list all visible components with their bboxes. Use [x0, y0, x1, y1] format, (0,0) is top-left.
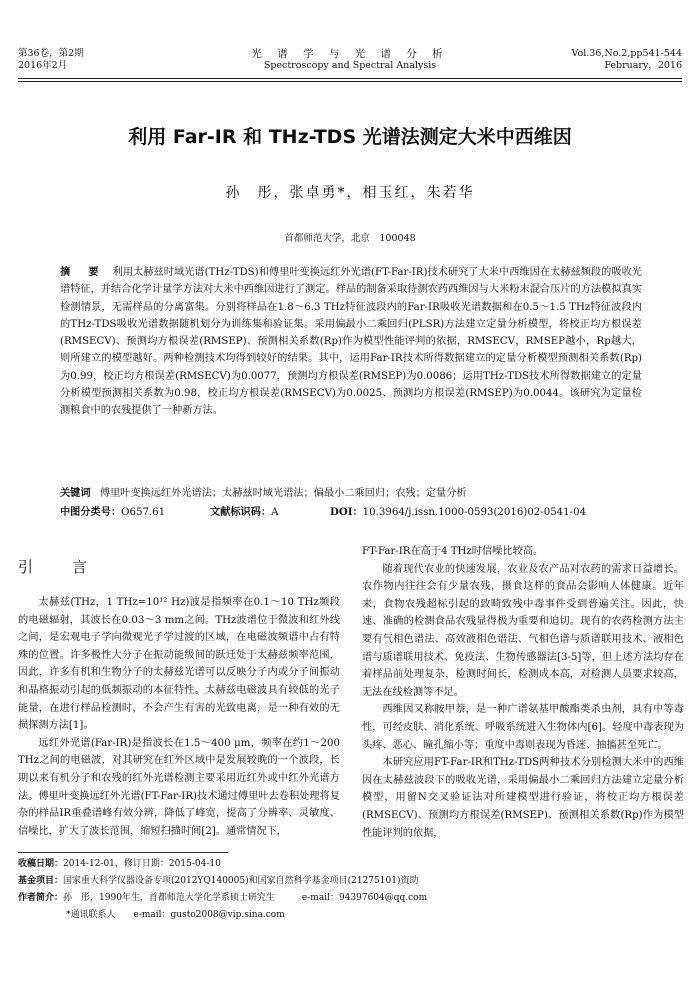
header-rule-thin	[18, 81, 682, 82]
body-right-column	[362, 543, 684, 842]
body-left-column	[18, 594, 340, 840]
header-rule	[18, 78, 682, 79]
abstract-text: 利用太赫兹时域光谱(THz-TDS)和傅里叶变换远红外光谱(FT-Far-IR)技术研究了大米中西维因在太赫兹频段的吸收光谱特征，并结合化学计量学方法对大米中西维因进行了测定。样品的制备采取待测农药西维因与大米粉末混合压片的方法模拟真实检测情景，无需样品的分离富集。分别将样品在1.8～6.3 THz特征波段内的Far-IR吸收光谱数据和在0.5～1.5 THz特征波段内的THz-TDS吸收光谱数据随机划分为训练集和验证集。采用偏最小二乘回归(PLSR)方法建立定量分析模型，将校正均方根误差(RMSECV)、预测均方根误差(RMSEP)、预测相关系数(Rp)作为模型性能评判的依据，RMSECV，RMSEP越小，Rp越大，则所建立的模型越好。两种检测技术均得到较好的结果。其中，运用Far-IR技术所得数据建立的定量分析模型预测相关系数(Rp)为0.99，校正均方根误差(RMSECV)为0.0077，预测均方根误差(RMSEP)为0.0086；运用THz-TDS技术所得数据建立的定量分析模型预测相关系数为0.98，校正均方根误差(RMSECV)为0.0025、预测均方根误差(RMSEP)为0.0044。该研究为定量检测粮食中的农残提供了一种新方法。	[60, 267, 642, 417]
header-journal	[220, 48, 480, 72]
abstract-label: 摘 要	[60, 266, 103, 278]
section-title-intro: 引 言	[18, 558, 100, 576]
doi-value: 10.3964/j.issn.1000-0593(2016)02-0541-04	[362, 507, 587, 518]
paper-title: 利用 Far-IR 和 THz-TDS 光谱法测定大米中西维因	[128, 126, 572, 148]
body-paragraph: 西维因又称胺甲萘，是一种广谱氨基甲酸酯类杀虫剂，具有中等毒性，可经皮肤、消化系统、呼吸系统进入生物体内[6]。轻度中毒表现为头疼、恶心、瞳孔缩小等；重度中毒则表现为昏迷、抽搐甚至死亡。	[362, 704, 684, 751]
journal-name-cn: 光 谱 学 与 光 谱 分 析	[251, 48, 449, 60]
abstract	[60, 264, 642, 420]
footnote-rule	[18, 852, 228, 853]
footnote-author-bio: 作者简介：孙 彤，1990年生，首都师范大学化学系硕士研究生 e-mail：94397604@qq.com	[18, 893, 428, 903]
body-paragraph: 本研究应用FT-Far-IR和THz-TDS两种技术分别检测大米中的西维因在太赫兹波段下的吸收光谱，采用偏最小二乘回归方法建立定量分析模型，用留N交叉验证法对所建模型进行验证，将校正均方根误差(RMSECV)、预测均方根误差(RMSEP)、预测相关系数(Rp)作为模型性能评判的依据，	[362, 757, 684, 839]
clc-label: 中图分类号：	[60, 506, 122, 518]
keywords-label: 关键词	[60, 487, 91, 499]
footnote-received: 收稿日期：2014-12-01，修订日期：2015-04-10	[18, 859, 221, 869]
classification-line	[60, 504, 660, 521]
footnote-fund: 基金项目：国家重大科学仪器设备专项(2012YQ140005)和国家自然科学基金项目(21275101)资助	[18, 876, 419, 886]
keywords	[60, 485, 642, 502]
journal-name-en: Spectroscopy and Spectral Analysis	[263, 60, 437, 71]
keywords-text: 傅里叶变换远红外光谱法；太赫兹时域光谱法；偏最小二乘回归；农残；定量分析	[99, 488, 467, 499]
body-paragraph: FT-Far-IR在高于4 THz时信噪比较高。	[362, 546, 544, 557]
date-en: February，2016	[604, 60, 682, 71]
paper-authors: 孙 彤，张卓勇*，相玉红，朱若华	[225, 185, 475, 201]
date-cn: 2016年2月	[18, 60, 68, 71]
doc-code-value: A	[271, 507, 279, 518]
volume-cn: 第36卷，第2期	[18, 48, 84, 59]
body-paragraph: 随着现代农业的快速发展，农业及农产品对农药的需求日益增长。农作物内往往会有少量农残，摄食这样的食品会影响人体健康。近年来，食物农残超标引起的致畸致残中毒事件受到普遍关注。因此，快速、准确的检测食品农残显得极为重要和迫切。现有的农药检测方法主要有气相色谱法、高效液相色谱法、气相色谱与质谱联用技术、液相色谱与质谱联用技术、免疫法、生物传感器法[3-5]等，但上述方法均存在着样品前处理复杂，检测时间长，检测成本高，对检测人员要求较高，无法在线检测等不足。	[362, 563, 684, 698]
header-volume	[18, 48, 84, 72]
body-paragraph: 远红外光谱(Far-IR)是指波长在1.5～400 μm，频率在约1～200 THz之间的电磁波，对其研究在红外区域中是发展较晚的一个波段，长期以来有机分子和农残的红外光谱检测主要采用近红外或中红外光谱方法。傅里叶变换远红外光谱(FT-Far-IR)技术通过傅里叶去卷积处理将复杂的样品IR重叠谱峰有效分辨，降低了峰宽，提高了分辨率、灵敏度、信噪比，扩大了波长范围，缩短扫描时间[2]。通常情况下，	[18, 737, 340, 837]
doc-code-label: 文献标识码：	[210, 506, 272, 518]
clc-value: O657.61	[121, 507, 166, 518]
doi-label: DOI：	[330, 506, 363, 518]
body-paragraph: 太赫兹(THz，1 THz=10¹² Hz)波是指频率在0.1～10 THz频段的电磁辐射，其波长在0.03～3 mm之间。THz波谱位于微波和红外线之间，是宏观电子学向微观光子学过渡的区域，在电磁波频谱中占有特殊的位置。许多极性大分子在振动能级间的跃迁处于太赫兹频率范围，因此，许多有机和生物分子的太赫兹光谱可以反映分子内或分子间振动和晶格振动引起的低频振动的本征特性。太赫兹电磁波具有较低的光子能量，在进行样品检测时，不会产生有害的光致电离，是一种有效的无损探测方法[1]。	[18, 597, 340, 732]
header-issue	[572, 48, 682, 72]
footnotes	[18, 856, 682, 924]
volume-en: Vol.36,No.2,pp541-544	[571, 48, 682, 59]
paper-affiliation: 首都师范大学，北京 100048	[284, 233, 416, 244]
footnote-contact: *通讯联系人 e-mail：gusto2008@vip.sina.com	[66, 910, 285, 920]
